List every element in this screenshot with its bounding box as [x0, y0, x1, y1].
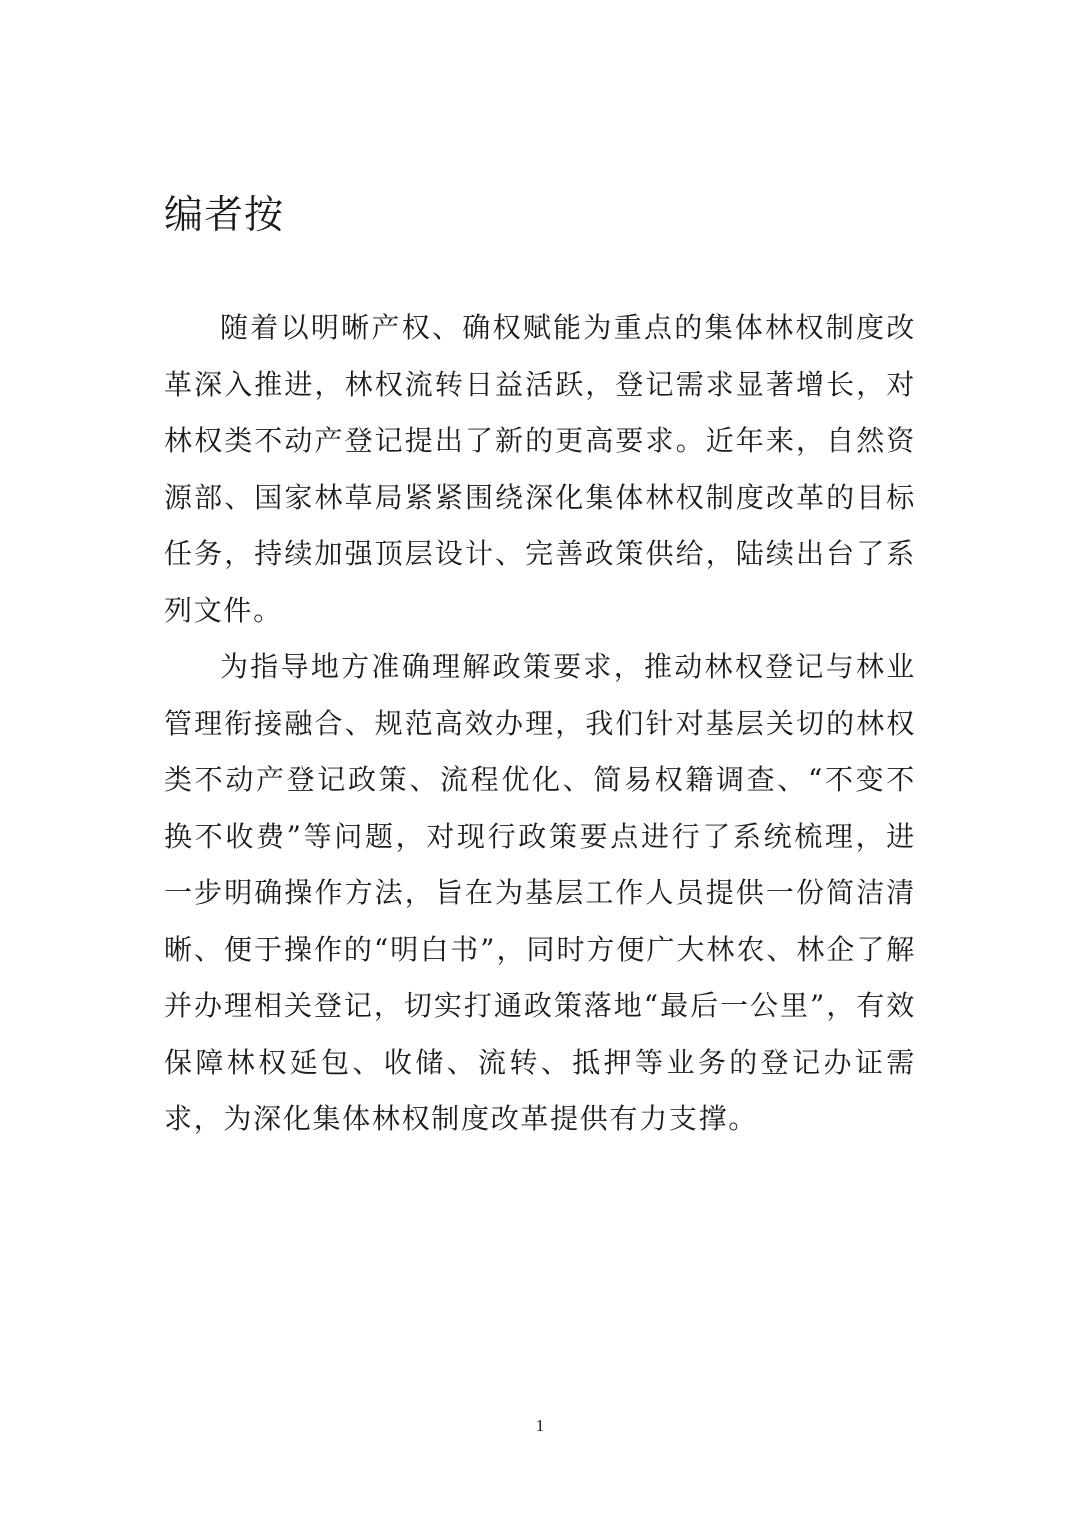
page-number: 1: [535, 1416, 545, 1435]
body-text: [164, 300, 916, 1148]
paragraph-2: 为指导地方准确理解政策要求，推动林权登记与林业管理衔接融合、规范高效办理，我们针对基层关切的林权类不动产登记政策、流程优化、简易权籍调查、“不变不换不收费”等问题，对现行政策要点进行了系统梳理，进一步明确操作方法，旨在为基层工作人员提供一份简洁清晰、便于操作的“明白书”，同时方便广大林农、林企了解并办理相关登记，切实打通政策落地“最后一公里”，有效保障林权延包、收储、流转、抵押等业务的登记办证需求，为深化集体林权制度改革提供有力支撑。: [164, 650, 916, 1135]
page-title: 编者按: [164, 193, 285, 238]
paragraph-1: 随着以明晰产权、确权赋能为重点的集体林权制度改革深入推进，林权流转日益活跃，登记需求显著增长，对林权类不动产登记提出了新的更高要求。近年来，自然资源部、国家林草局紧紧围绕深化集体林权制度改革的目标任务，持续加强顶层设计、完善政策供给，陆续出台了系列文件。: [164, 311, 916, 627]
